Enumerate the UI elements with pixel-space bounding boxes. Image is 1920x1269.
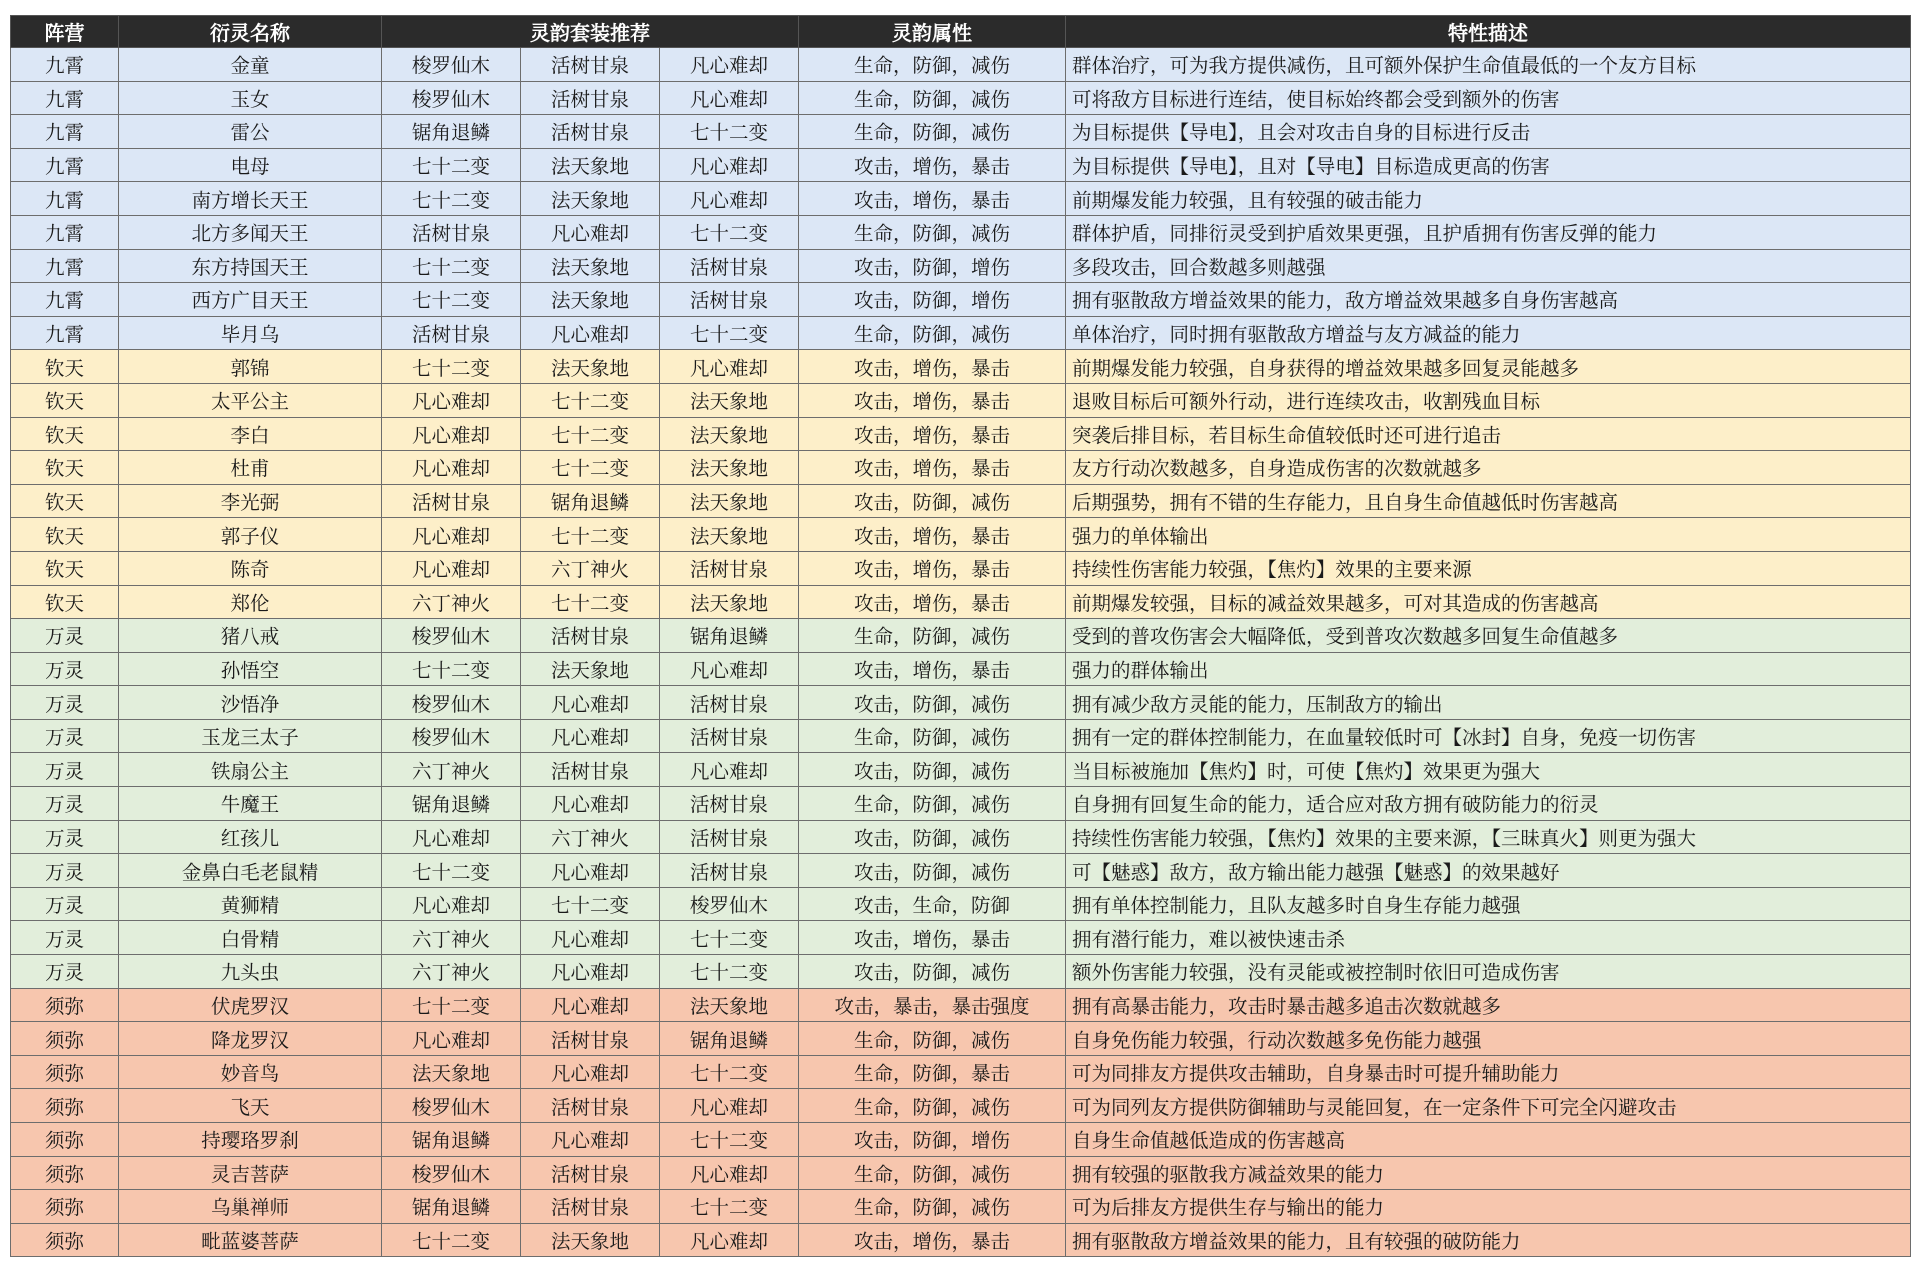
set-3-cell: 七十二变: [660, 1123, 799, 1157]
set-1-cell: 梭罗仙木: [382, 619, 521, 653]
faction-cell: 九霄: [11, 182, 119, 216]
table-body: [11, 48, 1911, 1257]
header-row: [11, 16, 1911, 48]
desc-cell: 群体治疗，可为我方提供减伤，且可额外保护生命值最低的一个友方目标: [1066, 48, 1911, 82]
attrs-cell: 攻击，防御，减伤: [799, 753, 1066, 787]
name-cell: 孙悟空: [119, 652, 382, 686]
set-3-cell: 七十二变: [660, 115, 799, 149]
set-1-cell: 六丁神火: [382, 585, 521, 619]
table-row: [11, 585, 1911, 619]
set-3-cell: 梭罗仙木: [660, 887, 799, 921]
desc-cell: 拥有驱散敌方增益效果的能力，且有较强的破防能力: [1066, 1223, 1911, 1257]
set-2-cell: 锯角退鳞: [521, 484, 660, 518]
set-2-cell: 凡心难却: [521, 921, 660, 955]
set-3-cell: 七十二变: [660, 316, 799, 350]
name-cell: 铁扇公主: [119, 753, 382, 787]
faction-cell: 九霄: [11, 148, 119, 182]
name-cell: 杜甫: [119, 451, 382, 485]
name-cell: 红孩儿: [119, 820, 382, 854]
faction-cell: 九霄: [11, 81, 119, 115]
set-1-cell: 七十二变: [382, 182, 521, 216]
name-cell: 玉龙三太子: [119, 719, 382, 753]
table-row: [11, 1156, 1911, 1190]
set-1-cell: 梭罗仙木: [382, 1089, 521, 1123]
desc-cell: 单体治疗，同时拥有驱散敌方增益与友方减益的能力: [1066, 316, 1911, 350]
set-3-cell: 七十二变: [660, 1190, 799, 1224]
faction-cell: 万灵: [11, 820, 119, 854]
name-cell: 灵吉菩萨: [119, 1156, 382, 1190]
attrs-cell: 攻击，防御，增伤: [799, 249, 1066, 283]
attrs-cell: 生命，防御，减伤: [799, 1190, 1066, 1224]
table-row: [11, 518, 1911, 552]
set-3-cell: 法天象地: [660, 451, 799, 485]
set-3-cell: 活树甘泉: [660, 283, 799, 317]
name-cell: 金鼻白毛老鼠精: [119, 854, 382, 888]
attrs-cell: 攻击，防御，增伤: [799, 283, 1066, 317]
set-2-cell: 凡心难却: [521, 1123, 660, 1157]
set-3-cell: 七十二变: [660, 921, 799, 955]
name-cell: 金童: [119, 48, 382, 82]
table-row: [11, 652, 1911, 686]
name-cell: 牛魔王: [119, 787, 382, 821]
faction-cell: 万灵: [11, 887, 119, 921]
desc-cell: 自身免伤能力较强，行动次数越多免伤能力越强: [1066, 1022, 1911, 1056]
name-cell: 飞天: [119, 1089, 382, 1123]
table-row: [11, 316, 1911, 350]
set-1-cell: 梭罗仙木: [382, 686, 521, 720]
faction-cell: 万灵: [11, 719, 119, 753]
attrs-cell: 生命，防御，减伤: [799, 1022, 1066, 1056]
set-2-cell: 凡心难却: [521, 215, 660, 249]
desc-cell: 额外伤害能力较强，没有灵能或被控制时依旧可造成伤害: [1066, 955, 1911, 989]
table-row: [11, 787, 1911, 821]
table-row: [11, 48, 1911, 82]
set-1-cell: 凡心难却: [382, 1022, 521, 1056]
faction-cell: 九霄: [11, 48, 119, 82]
faction-cell: 万灵: [11, 787, 119, 821]
set-3-cell: 锯角退鳞: [660, 1022, 799, 1056]
set-3-cell: 凡心难却: [660, 81, 799, 115]
set-1-cell: 七十二变: [382, 148, 521, 182]
table-row: [11, 551, 1911, 585]
set-3-cell: 凡心难却: [660, 652, 799, 686]
set-3-cell: 法天象地: [660, 417, 799, 451]
desc-cell: 退败目标后可额外行动，进行连续攻击，收割残血目标: [1066, 383, 1911, 417]
name-cell: 妙音鸟: [119, 1055, 382, 1089]
attrs-cell: 攻击，增伤，暴击: [799, 417, 1066, 451]
set-3-cell: 活树甘泉: [660, 719, 799, 753]
set-1-cell: 凡心难却: [382, 417, 521, 451]
name-cell: 毕月乌: [119, 316, 382, 350]
faction-cell: 钦天: [11, 350, 119, 384]
set-1-cell: 梭罗仙木: [382, 719, 521, 753]
attrs-cell: 生命，防御，减伤: [799, 1089, 1066, 1123]
set-1-cell: 活树甘泉: [382, 316, 521, 350]
set-2-cell: 活树甘泉: [521, 1190, 660, 1224]
set-1-cell: 七十二变: [382, 1223, 521, 1257]
name-cell: 雷公: [119, 115, 382, 149]
set-2-cell: 法天象地: [521, 148, 660, 182]
faction-cell: 须弥: [11, 1190, 119, 1224]
set-1-cell: 凡心难却: [382, 518, 521, 552]
table-row: [11, 619, 1911, 653]
set-2-cell: 七十二变: [521, 887, 660, 921]
faction-cell: 钦天: [11, 518, 119, 552]
name-cell: 李光弼: [119, 484, 382, 518]
set-1-cell: 梭罗仙木: [382, 48, 521, 82]
name-cell: 乌巢禅师: [119, 1190, 382, 1224]
faction-cell: 须弥: [11, 988, 119, 1022]
set-2-cell: 活树甘泉: [521, 753, 660, 787]
desc-cell: 后期强势，拥有不错的生存能力，且自身生命值越低时伤害越高: [1066, 484, 1911, 518]
set-1-cell: 梭罗仙木: [382, 1156, 521, 1190]
attrs-cell: 攻击，增伤，暴击: [799, 921, 1066, 955]
desc-cell: 拥有单体控制能力，且队友越多时自身生存能力越强: [1066, 887, 1911, 921]
set-2-cell: 七十二变: [521, 451, 660, 485]
faction-cell: 须弥: [11, 1022, 119, 1056]
set-2-cell: 活树甘泉: [521, 48, 660, 82]
attrs-cell: 攻击，增伤，暴击: [799, 451, 1066, 485]
set-3-cell: 七十二变: [660, 1055, 799, 1089]
desc-cell: 拥有驱散敌方增益效果的能力，敌方增益效果越多自身伤害越高: [1066, 283, 1911, 317]
set-2-cell: 六丁神火: [521, 551, 660, 585]
desc-cell: 可为后排友方提供生存与输出的能力: [1066, 1190, 1911, 1224]
desc-cell: 前期爆发较强，目标的减益效果越多，可对其造成的伤害越高: [1066, 585, 1911, 619]
attrs-cell: 攻击，防御，减伤: [799, 955, 1066, 989]
desc-cell: 为目标提供【导电】，且对【导电】目标造成更高的伤害: [1066, 148, 1911, 182]
header-faction: 阵营: [11, 16, 119, 48]
set-1-cell: 七十二变: [382, 652, 521, 686]
set-2-cell: 活树甘泉: [521, 619, 660, 653]
faction-cell: 钦天: [11, 484, 119, 518]
set-3-cell: 凡心难却: [660, 350, 799, 384]
faction-cell: 万灵: [11, 619, 119, 653]
set-3-cell: 活树甘泉: [660, 787, 799, 821]
set-2-cell: 七十二变: [521, 585, 660, 619]
attrs-cell: 攻击，暴击，暴击强度: [799, 988, 1066, 1022]
set-3-cell: 凡心难却: [660, 48, 799, 82]
attrs-cell: 攻击，防御，减伤: [799, 484, 1066, 518]
name-cell: 太平公主: [119, 383, 382, 417]
faction-cell: 九霄: [11, 215, 119, 249]
table-row: [11, 1055, 1911, 1089]
name-cell: 白骨精: [119, 921, 382, 955]
name-cell: 伏虎罗汉: [119, 988, 382, 1022]
desc-cell: 当目标被施加【焦灼】时，可使【焦灼】效果更为强大: [1066, 753, 1911, 787]
faction-cell: 万灵: [11, 652, 119, 686]
set-3-cell: 凡心难却: [660, 148, 799, 182]
desc-cell: 为目标提供【导电】，且会对攻击自身的目标进行反击: [1066, 115, 1911, 149]
faction-cell: 须弥: [11, 1223, 119, 1257]
name-cell: 猪八戒: [119, 619, 382, 653]
table-row: [11, 283, 1911, 317]
desc-cell: 拥有较强的驱散我方减益效果的能力: [1066, 1156, 1911, 1190]
attrs-cell: 生命，防御，暴击: [799, 1055, 1066, 1089]
set-3-cell: 活树甘泉: [660, 854, 799, 888]
name-cell: 九头虫: [119, 955, 382, 989]
table-row: [11, 350, 1911, 384]
set-1-cell: 七十二变: [382, 350, 521, 384]
set-2-cell: 法天象地: [521, 652, 660, 686]
name-cell: 南方增长天王: [119, 182, 382, 216]
name-cell: 沙悟净: [119, 686, 382, 720]
set-2-cell: 凡心难却: [521, 854, 660, 888]
desc-cell: 自身生命值越低造成的伤害越高: [1066, 1123, 1911, 1157]
name-cell: 毗蓝婆菩萨: [119, 1223, 382, 1257]
desc-cell: 可为同列友方提供防御辅助与灵能回复，在一定条件下可完全闪避攻击: [1066, 1089, 1911, 1123]
desc-cell: 自身拥有回复生命的能力，适合应对敌方拥有破防能力的衍灵: [1066, 787, 1911, 821]
set-3-cell: 凡心难却: [660, 1223, 799, 1257]
attrs-cell: 攻击，增伤，暴击: [799, 1223, 1066, 1257]
table-row: [11, 719, 1911, 753]
set-3-cell: 活树甘泉: [660, 686, 799, 720]
desc-cell: 拥有高暴击能力，攻击时暴击越多追击次数就越多: [1066, 988, 1911, 1022]
name-cell: 玉女: [119, 81, 382, 115]
faction-cell: 钦天: [11, 451, 119, 485]
set-1-cell: 七十二变: [382, 988, 521, 1022]
table-row: [11, 1123, 1911, 1157]
set-3-cell: 七十二变: [660, 955, 799, 989]
desc-cell: 持续性伤害能力较强，【焦灼】效果的主要来源，【三昧真火】则更为强大: [1066, 820, 1911, 854]
desc-cell: 可为同排友方提供攻击辅助，自身暴击时可提升辅助能力: [1066, 1055, 1911, 1089]
table-row: [11, 854, 1911, 888]
table-row: [11, 921, 1911, 955]
set-1-cell: 凡心难却: [382, 383, 521, 417]
header-sets: 灵韵套装推荐: [382, 16, 799, 48]
faction-cell: 万灵: [11, 955, 119, 989]
desc-cell: 友方行动次数越多，自身造成伤害的次数就越多: [1066, 451, 1911, 485]
set-3-cell: 七十二变: [660, 215, 799, 249]
faction-cell: 须弥: [11, 1055, 119, 1089]
set-1-cell: 锯角退鳞: [382, 1123, 521, 1157]
set-1-cell: 锯角退鳞: [382, 787, 521, 821]
set-2-cell: 七十二变: [521, 518, 660, 552]
lineup-table: [10, 15, 1911, 1257]
attrs-cell: 攻击，生命，防御: [799, 887, 1066, 921]
desc-cell: 前期爆发能力较强，自身获得的增益效果越多回复灵能越多: [1066, 350, 1911, 384]
faction-cell: 须弥: [11, 1156, 119, 1190]
table-row: [11, 115, 1911, 149]
set-2-cell: 法天象地: [521, 249, 660, 283]
table-row: [11, 1089, 1911, 1123]
table-row: [11, 1223, 1911, 1257]
set-3-cell: 法天象地: [660, 383, 799, 417]
set-1-cell: 法天象地: [382, 1055, 521, 1089]
table-row: [11, 820, 1911, 854]
set-3-cell: 凡心难却: [660, 182, 799, 216]
name-cell: 降龙罗汉: [119, 1022, 382, 1056]
table-row: [11, 686, 1911, 720]
desc-cell: 受到的普攻伤害会大幅降低，受到普攻次数越多回复生命值越多: [1066, 619, 1911, 653]
set-1-cell: 梭罗仙木: [382, 81, 521, 115]
faction-cell: 万灵: [11, 854, 119, 888]
table-row: [11, 215, 1911, 249]
set-1-cell: 七十二变: [382, 854, 521, 888]
set-1-cell: 凡心难却: [382, 451, 521, 485]
header-desc: 特性描述: [1066, 16, 1911, 48]
name-cell: 郭锦: [119, 350, 382, 384]
attrs-cell: 生命，防御，减伤: [799, 48, 1066, 82]
faction-cell: 九霄: [11, 316, 119, 350]
set-1-cell: 凡心难却: [382, 551, 521, 585]
faction-cell: 钦天: [11, 417, 119, 451]
attrs-cell: 攻击，防御，减伤: [799, 686, 1066, 720]
name-cell: 郭子仪: [119, 518, 382, 552]
attrs-cell: 攻击，增伤，暴击: [799, 350, 1066, 384]
set-1-cell: 锯角退鳞: [382, 115, 521, 149]
faction-cell: 万灵: [11, 753, 119, 787]
faction-cell: 钦天: [11, 383, 119, 417]
set-3-cell: 法天象地: [660, 585, 799, 619]
desc-cell: 拥有减少敌方灵能的能力，压制敌方的输出: [1066, 686, 1911, 720]
table-row: [11, 148, 1911, 182]
set-3-cell: 法天象地: [660, 518, 799, 552]
attrs-cell: 攻击，防御，减伤: [799, 820, 1066, 854]
desc-cell: 持续性伤害能力较强，【焦灼】效果的主要来源: [1066, 551, 1911, 585]
desc-cell: 多段攻击，回合数越多则越强: [1066, 249, 1911, 283]
name-cell: 李白: [119, 417, 382, 451]
table-row: [11, 1022, 1911, 1056]
set-3-cell: 活树甘泉: [660, 249, 799, 283]
set-2-cell: 活树甘泉: [521, 81, 660, 115]
attrs-cell: 攻击，增伤，暴击: [799, 585, 1066, 619]
set-3-cell: 凡心难却: [660, 1156, 799, 1190]
set-1-cell: 活树甘泉: [382, 215, 521, 249]
set-3-cell: 凡心难却: [660, 1089, 799, 1123]
set-2-cell: 凡心难却: [521, 787, 660, 821]
set-1-cell: 锯角退鳞: [382, 1190, 521, 1224]
set-3-cell: 凡心难却: [660, 753, 799, 787]
set-3-cell: 活树甘泉: [660, 820, 799, 854]
table-row: [11, 988, 1911, 1022]
attrs-cell: 生命，防御，减伤: [799, 215, 1066, 249]
set-2-cell: 六丁神火: [521, 820, 660, 854]
set-2-cell: 七十二变: [521, 417, 660, 451]
attrs-cell: 生命，防御，减伤: [799, 619, 1066, 653]
name-cell: 黄狮精: [119, 887, 382, 921]
table-row: [11, 484, 1911, 518]
attrs-cell: 攻击，增伤，暴击: [799, 182, 1066, 216]
desc-cell: 强力的群体输出: [1066, 652, 1911, 686]
attrs-cell: 攻击，增伤，暴击: [799, 383, 1066, 417]
faction-cell: 钦天: [11, 551, 119, 585]
table-row: [11, 417, 1911, 451]
set-2-cell: 凡心难却: [521, 988, 660, 1022]
attrs-cell: 攻击，增伤，暴击: [799, 518, 1066, 552]
attrs-cell: 攻击，防御，减伤: [799, 854, 1066, 888]
set-3-cell: 锯角退鳞: [660, 619, 799, 653]
faction-cell: 九霄: [11, 249, 119, 283]
table-row: [11, 383, 1911, 417]
set-1-cell: 七十二变: [382, 249, 521, 283]
attrs-cell: 攻击，增伤，暴击: [799, 652, 1066, 686]
attrs-cell: 生命，防御，减伤: [799, 787, 1066, 821]
table-row: [11, 249, 1911, 283]
set-2-cell: 凡心难却: [521, 719, 660, 753]
desc-cell: 拥有潜行能力，难以被快速击杀: [1066, 921, 1911, 955]
set-2-cell: 法天象地: [521, 182, 660, 216]
table-row: [11, 887, 1911, 921]
faction-cell: 万灵: [11, 686, 119, 720]
set-2-cell: 法天象地: [521, 283, 660, 317]
attrs-cell: 生命，防御，减伤: [799, 1156, 1066, 1190]
set-2-cell: 凡心难却: [521, 955, 660, 989]
attrs-cell: 生命，防御，减伤: [799, 81, 1066, 115]
set-2-cell: 活树甘泉: [521, 1156, 660, 1190]
table-row: [11, 451, 1911, 485]
name-cell: 陈奇: [119, 551, 382, 585]
attrs-cell: 生命，防御，减伤: [799, 316, 1066, 350]
desc-cell: 强力的单体输出: [1066, 518, 1911, 552]
set-3-cell: 法天象地: [660, 988, 799, 1022]
faction-cell: 须弥: [11, 1123, 119, 1157]
table-row: [11, 955, 1911, 989]
header-name: 衍灵名称: [119, 16, 382, 48]
set-1-cell: 活树甘泉: [382, 484, 521, 518]
set-1-cell: 六丁神火: [382, 921, 521, 955]
table-row: [11, 1190, 1911, 1224]
set-2-cell: 凡心难却: [521, 316, 660, 350]
set-2-cell: 法天象地: [521, 350, 660, 384]
name-cell: 郑伦: [119, 585, 382, 619]
set-3-cell: 法天象地: [660, 484, 799, 518]
desc-cell: 突袭后排目标，若目标生命值较低时还可进行追击: [1066, 417, 1911, 451]
set-2-cell: 凡心难却: [521, 686, 660, 720]
desc-cell: 拥有一定的群体控制能力，在血量较低时可【冰封】自身，免疫一切伤害: [1066, 719, 1911, 753]
set-2-cell: 活树甘泉: [521, 1022, 660, 1056]
set-1-cell: 六丁神火: [382, 753, 521, 787]
table-row: [11, 753, 1911, 787]
set-2-cell: 法天象地: [521, 1223, 660, 1257]
set-2-cell: 活树甘泉: [521, 1089, 660, 1123]
attrs-cell: 攻击，增伤，暴击: [799, 148, 1066, 182]
faction-cell: 九霄: [11, 283, 119, 317]
name-cell: 电母: [119, 148, 382, 182]
name-cell: 北方多闻天王: [119, 215, 382, 249]
table-row: [11, 81, 1911, 115]
set-1-cell: 凡心难却: [382, 887, 521, 921]
attrs-cell: 攻击，增伤，暴击: [799, 551, 1066, 585]
name-cell: 持璎珞罗刹: [119, 1123, 382, 1157]
name-cell: 东方持国天王: [119, 249, 382, 283]
set-1-cell: 凡心难却: [382, 820, 521, 854]
set-2-cell: 活树甘泉: [521, 115, 660, 149]
set-1-cell: 六丁神火: [382, 955, 521, 989]
attrs-cell: 生命，防御，减伤: [799, 115, 1066, 149]
desc-cell: 群体护盾，同排衍灵受到护盾效果更强，且护盾拥有伤害反弹的能力: [1066, 215, 1911, 249]
desc-cell: 可将敌方目标进行连结，使目标始终都会受到额外的伤害: [1066, 81, 1911, 115]
attrs-cell: 生命，防御，减伤: [799, 719, 1066, 753]
name-cell: 西方广目天王: [119, 283, 382, 317]
attrs-cell: 攻击，防御，增伤: [799, 1123, 1066, 1157]
desc-cell: 可【魅惑】敌方，敌方输出能力越强【魅惑】的效果越好: [1066, 854, 1911, 888]
header-attrs: 灵韵属性: [799, 16, 1066, 48]
desc-cell: 前期爆发能力较强，且有较强的破击能力: [1066, 182, 1911, 216]
table-row: [11, 182, 1911, 216]
set-2-cell: 七十二变: [521, 383, 660, 417]
set-2-cell: 凡心难却: [521, 1055, 660, 1089]
faction-cell: 万灵: [11, 921, 119, 955]
set-1-cell: 七十二变: [382, 283, 521, 317]
faction-cell: 须弥: [11, 1089, 119, 1123]
faction-cell: 九霄: [11, 115, 119, 149]
faction-cell: 钦天: [11, 585, 119, 619]
set-3-cell: 活树甘泉: [660, 551, 799, 585]
